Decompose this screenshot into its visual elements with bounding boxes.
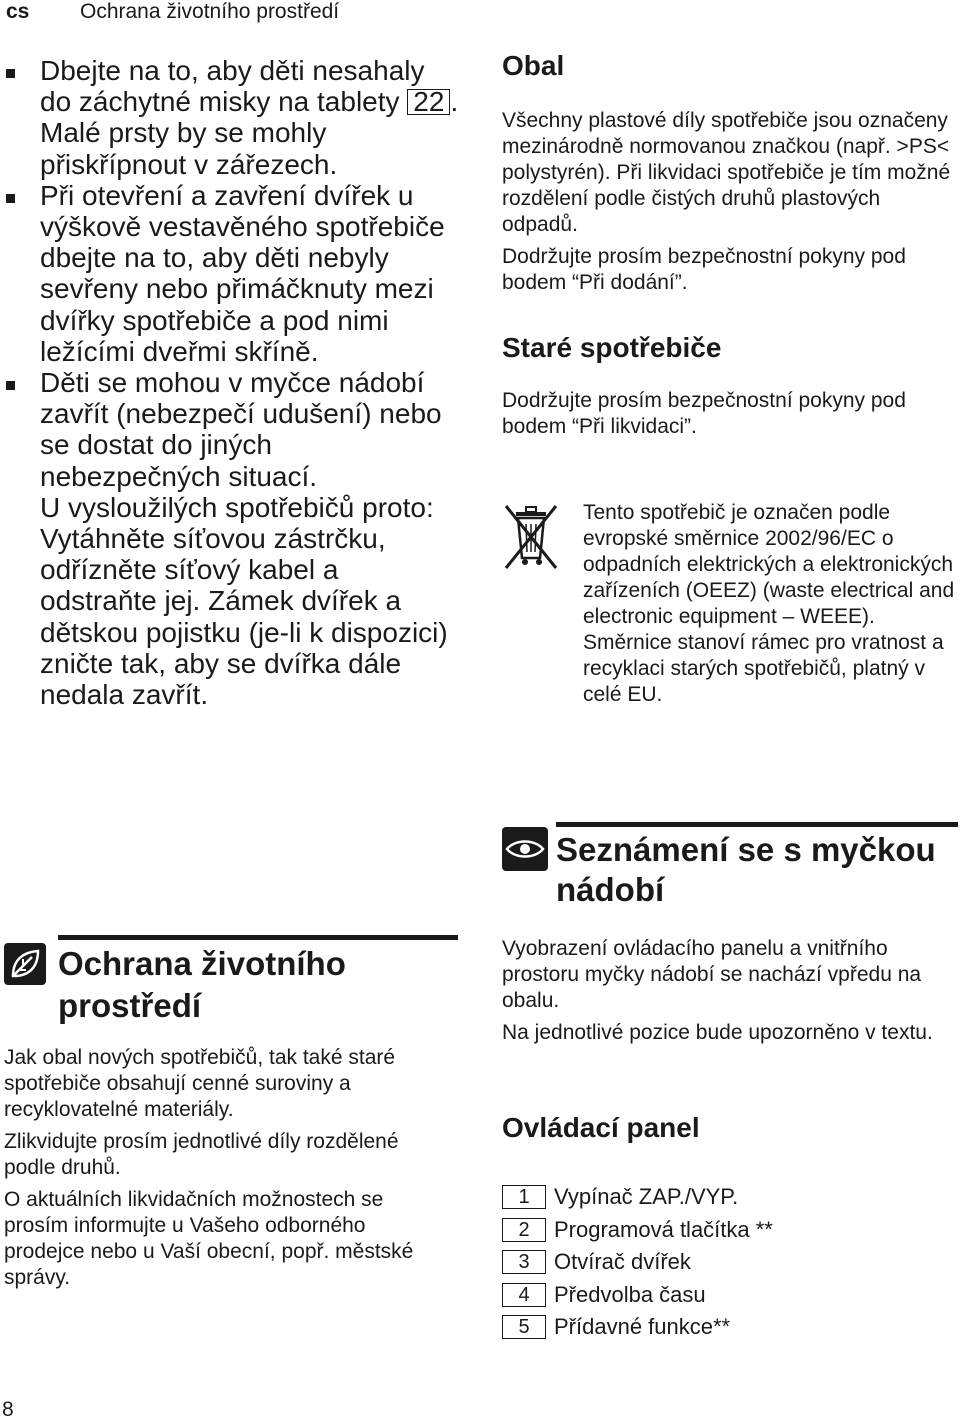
bullet-square-icon (6, 194, 15, 203)
page-number: 8 (2, 1398, 14, 1421)
bullet-text: Při otevření a zavření dvířek u výškově vestavěného spotřebiče dbejte na to, aby děti nebyly sevřeny nebo přimáčknuty mezi dvířky spotřebiče a pod nimi ležícími dveřmi skříně. (40, 179, 445, 367)
bullet-door-pinch (0, 180, 460, 367)
safety-bullets (0, 55, 460, 710)
paragraph: Všechny plastové díly spotřebiče jsou označeny mezinárodně normovanou značkou (např. >PS< polystyrén). Při likvidaci spotřebiče je tím možné rozdělení podle čistých druhů plastových odpadů. (502, 109, 951, 236)
packaging-heading: Obal (502, 50, 565, 81)
position-number-box: 3 (502, 1250, 546, 1274)
bullet-child-lock (0, 367, 460, 710)
paragraph: Tento spotřebič je označen podle evropské směrnice 2002/96/EC o odpadních elektrických a elektronických zařízeních (OEEZ) (waste electrical and electronic equipment – WEEE). Směrnice stanoví rámec pro vratnost a recyklaci starých spotřebičů, platný v celé EU. (583, 501, 955, 706)
control-panel-heading: Ovládací panel (502, 1112, 700, 1143)
paragraph: Dodržujte prosím bezpečnostní pokyny pod bodem “Při likvidaci”. (502, 389, 906, 438)
list-item-label: Otvírač dvířek (554, 1249, 691, 1274)
ref-number-box: 22 (407, 89, 450, 115)
bullet-square-icon (6, 69, 15, 78)
bullet-text-continued: U vysloužilých spotřebičů proto: Vytáhněte síťovou zástrčku, odřízněte síťový kabel a odstraňte jej. Zámek dvířek a dětskou pojistku (je-li k dispozici) zničte tak, aby se dvířka dále nedala zavřít. (40, 491, 448, 711)
list-item-label: Programová tlačítka ** (554, 1216, 773, 1242)
position-number-box: 5 (502, 1315, 546, 1339)
eye-icon (502, 827, 548, 871)
language-code: cs (6, 0, 30, 23)
section-rule (58, 935, 458, 940)
crossed-bin-icon (502, 502, 560, 574)
paragraph: Dodržujte prosím bezpečnostní pokyny pod bodem “Při dodání”. (502, 245, 906, 294)
list-item-label: Přídavné funkce** (554, 1314, 731, 1339)
paragraph: Jak obal nových spotřebičů, tak také staré spotřebiče obsahují cenné suroviny a recyklovatelné materiály. (4, 1046, 396, 1121)
section-rule (556, 822, 958, 827)
section-title: Ochrana životního prostředí (58, 945, 346, 1024)
weee-notice (583, 500, 958, 708)
paragraph: O aktuálních likvidačních možnostech se prosím informujte u Vašeho odborného prodejce nebo u Vaší obecní, popř. městské správy. (4, 1188, 414, 1289)
meet-text (502, 936, 957, 1052)
position-number-box: 1 (502, 1185, 546, 1209)
paragraph: Zlikvidujte prosím jednotlivé díly rozdělené podle druhů. (4, 1130, 399, 1179)
environment-text (4, 1045, 434, 1297)
old-appliances-heading: Staré spotřebiče (502, 332, 722, 363)
list-item-label: Vypínač ZAP./VYP. (554, 1184, 739, 1209)
list-item-label: Předvolba času (554, 1281, 706, 1307)
bullet-square-icon (6, 381, 15, 390)
bullet-tablet-tray (0, 55, 460, 180)
bullet-text: Děti se mohou v myčce nádobí zavřít (nebezpečí udušení) nebo se dostat do jiných nebezpečných situací. (40, 367, 442, 492)
right-column (502, 50, 957, 446)
bullet-text: Dbejte na to, aby děti nesahaly do záchytné misky na tablety 22 . Malé prsty by se mohly přiskřípnout v zářezech. (40, 55, 459, 180)
position-number-box: 4 (502, 1283, 546, 1307)
paragraph: Na jednotlivé pozice bude upozorněno v textu. (502, 1021, 933, 1044)
running-header: Ochrana životního prostředí (80, 0, 340, 23)
leaf-icon (4, 943, 46, 985)
position-number-box: 2 (502, 1218, 546, 1242)
paragraph: Vyobrazení ovládacího panelu a vnitřního prostoru myčky nádobí se nachází vpředu na obalu. (502, 937, 922, 1012)
section-title: Seznámení se s myčkou nádobí (556, 831, 936, 908)
